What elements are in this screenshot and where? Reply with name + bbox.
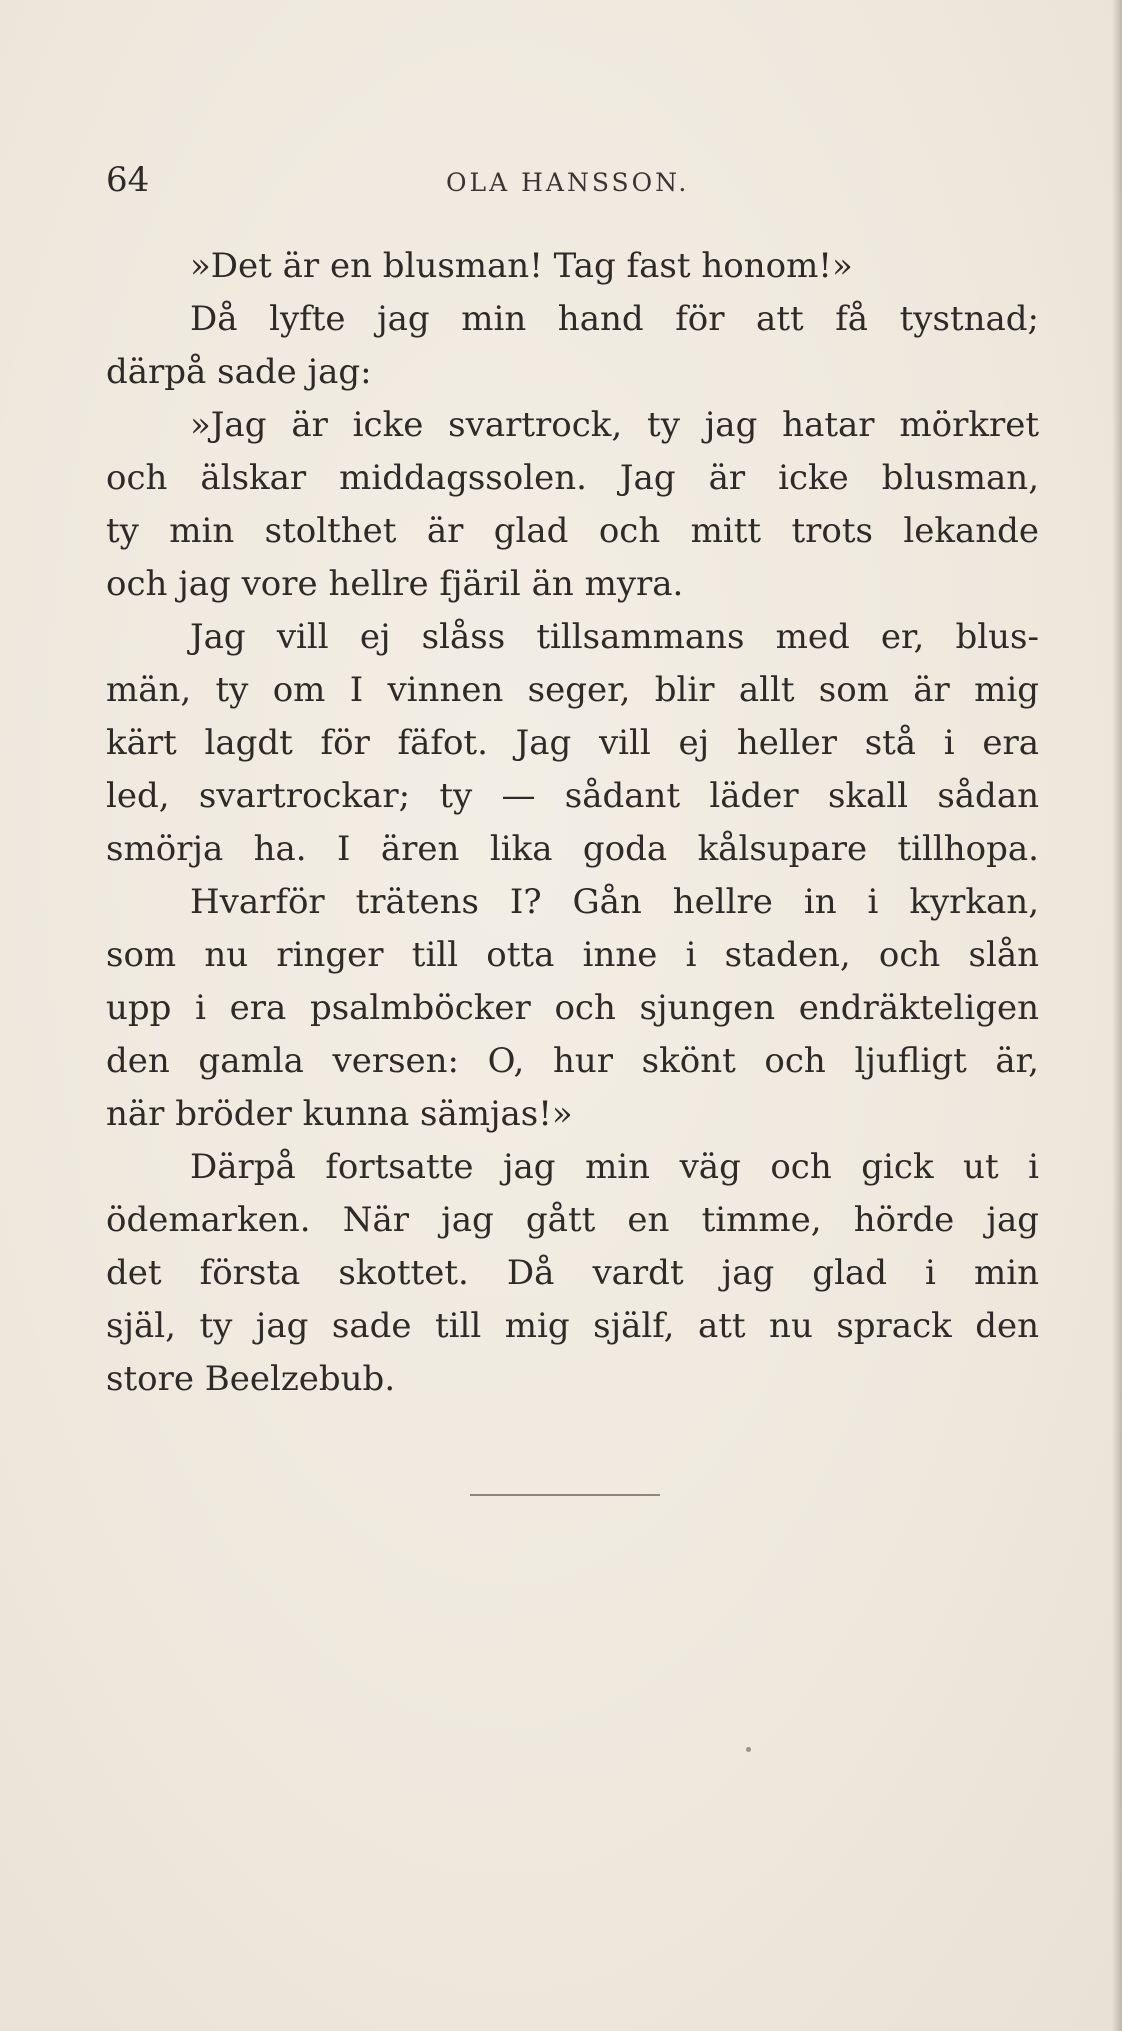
text-line: själ, ty jag sade till mig själf, att nu sprack den bbox=[106, 1306, 1039, 1346]
text-line: upp i era psalmböcker och sjungen endräkteligen bbox=[106, 988, 1039, 1028]
page-number: 64 bbox=[106, 160, 150, 200]
page-header bbox=[106, 160, 1106, 210]
text-line: led, svartrockar; ty — sådant läder skall sådan bbox=[106, 776, 1039, 816]
text-line: Hvarför trätens I? Gån hellre in i kyrkan, bbox=[190, 882, 1039, 922]
text-line: män, ty om I vinnen seger, blir allt som är mig bbox=[106, 670, 1039, 710]
text-line: Då lyfte jag min hand för att få tystnad; bbox=[190, 299, 1039, 339]
text-line: det första skottet. Då vardt jag glad i min bbox=[106, 1253, 1039, 1293]
text-line: Jag vill ej slåss tillsammans med er, blus- bbox=[190, 617, 1039, 657]
text-line: som nu ringer till otta inne i staden, och slån bbox=[106, 935, 1039, 975]
text-line: den gamla versen: O, hur skönt och ljufligt är, bbox=[106, 1041, 1039, 1081]
text-line: store Beelzebub. bbox=[106, 1359, 396, 1399]
text-line: och älskar middagssolen. Jag är icke blusman, bbox=[106, 458, 1039, 498]
text-line: ödemarken. När jag gått en timme, hörde jag bbox=[106, 1200, 1039, 1240]
text-line: och jag vore hellre fjäril än myra. bbox=[106, 564, 684, 604]
text-line: kärt lagdt för fäfot. Jag vill ej heller stå i era bbox=[106, 723, 1039, 763]
body-text bbox=[106, 240, 1039, 1406]
text-line: »Det är en blusman! Tag fast honom!» bbox=[190, 246, 853, 286]
paper-speck bbox=[746, 1747, 751, 1752]
text-line: Därpå fortsatte jag min väg och gick ut i bbox=[190, 1147, 1039, 1187]
section-divider bbox=[470, 1494, 660, 1496]
running-head: OLA HANSSON. bbox=[446, 168, 690, 197]
text-line: därpå sade jag: bbox=[106, 352, 372, 392]
text-line: smörja ha. I ären lika goda kålsupare tillhopa. bbox=[106, 829, 1039, 869]
text-line: »Jag är icke svartrock, ty jag hatar mörkret bbox=[190, 405, 1039, 445]
text-line: när bröder kunna sämjas!» bbox=[106, 1094, 573, 1134]
text-line: ty min stolthet är glad och mitt trots lekande bbox=[106, 511, 1039, 551]
page-edge-shadow bbox=[1112, 0, 1122, 2031]
